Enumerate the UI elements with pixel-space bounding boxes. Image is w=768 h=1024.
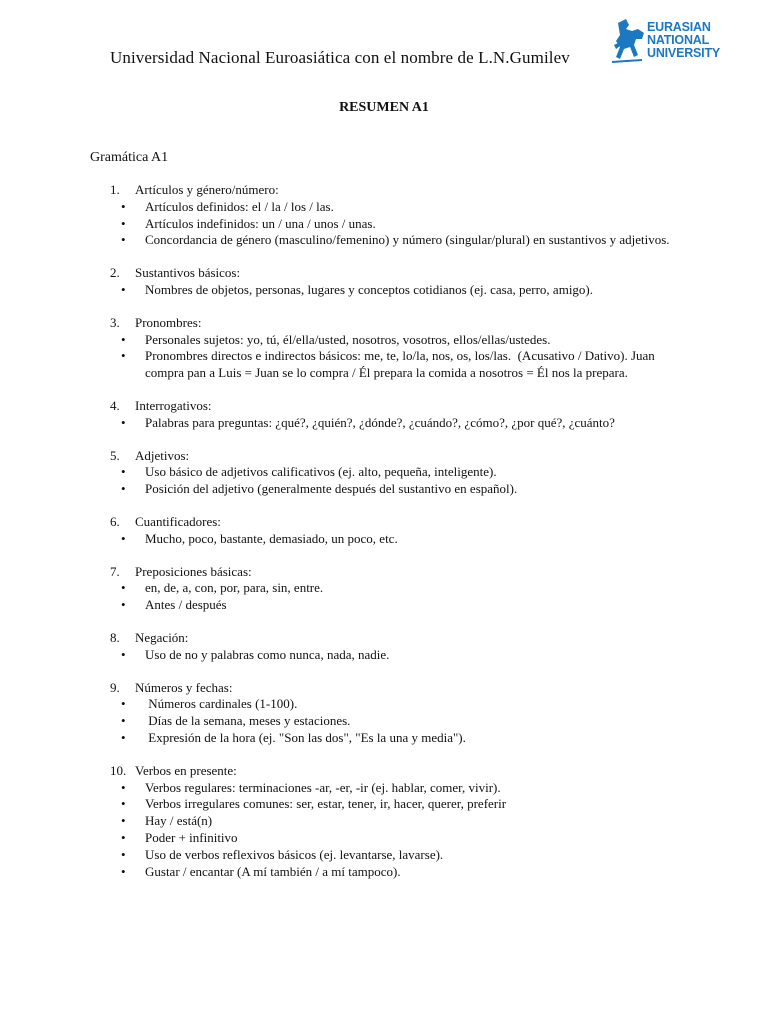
list-item	[110, 232, 670, 249]
list-item-text: Mucho, poco, bastante, demasiado, un poco, etc.	[145, 530, 398, 546]
bullet-icon: •	[121, 779, 126, 795]
bullet-icon: •	[121, 646, 126, 662]
section-number: 4.	[110, 397, 120, 413]
grammar-section	[110, 182, 670, 249]
list-item-text: Posición del adjetivo (generalmente después del sustantivo en español).	[145, 481, 518, 497]
section-heading	[110, 398, 670, 415]
document-title: RESUMEN A1	[339, 100, 429, 115]
list-item	[110, 199, 670, 216]
list-item-text: Artículos indefinidos: un / una / unos / unas.	[145, 215, 376, 231]
bullet-icon: •	[121, 481, 126, 497]
bullet-icon: •	[121, 530, 126, 546]
bullet-icon: •	[121, 846, 126, 862]
list-item	[110, 796, 670, 813]
list-item	[110, 813, 670, 830]
list-item	[110, 647, 670, 664]
section-number: 10.	[110, 762, 127, 778]
section-heading-text: Interrogativos:	[135, 397, 212, 413]
list-item-text: Hay / está(n)	[145, 813, 213, 829]
bullet-icon: •	[121, 796, 126, 812]
bullet-icon: •	[121, 281, 126, 297]
bullet-icon: •	[121, 813, 126, 829]
section-heading-text: Adjetivos:	[135, 447, 190, 463]
grammar-section	[110, 514, 670, 548]
bullet-list	[110, 415, 670, 432]
university-name: Universidad Nacional Euroasiática con el nombre de L.N.Gumilev	[110, 48, 570, 67]
section-number: 2.	[110, 265, 120, 281]
section-number: 5.	[110, 447, 120, 463]
bullet-list	[110, 332, 670, 382]
bullet-icon: •	[121, 729, 126, 745]
list-item-text: Uso de verbos reflexivos básicos (ej. levantarse, lavarse).	[145, 846, 444, 862]
grammar-section	[110, 564, 670, 614]
list-item-text: Nombres de objetos, personas, lugares y conceptos cotidianos (ej. casa, perro, amigo).	[145, 281, 594, 297]
list-item	[110, 348, 670, 382]
list-item	[110, 713, 670, 730]
section-heading-text: Verbos en presente:	[135, 762, 237, 778]
section-heading	[110, 315, 670, 332]
list-item	[110, 847, 670, 864]
list-item-text: Expresión de la hora (ej. "Son las dos", "Es la una y media").	[145, 729, 466, 745]
section-number: 3.	[110, 314, 120, 330]
grammar-section	[110, 763, 670, 881]
list-item	[110, 730, 670, 747]
logo-line: EURASIAN	[647, 19, 711, 34]
logo-line: UNIVERSITY	[647, 45, 721, 60]
section-heading	[110, 630, 670, 647]
horse-rider-logo-icon	[612, 15, 646, 65]
list-item-text: Antes / después	[145, 597, 227, 613]
bullet-list	[110, 780, 670, 881]
section-heading	[110, 763, 670, 780]
list-item	[110, 415, 670, 432]
bullet-icon: •	[121, 414, 126, 430]
section-heading	[110, 564, 670, 581]
bullet-icon: •	[121, 348, 126, 364]
list-item	[110, 696, 670, 713]
bullet-icon: •	[121, 580, 126, 596]
grammar-section	[110, 630, 670, 664]
list-item	[110, 830, 670, 847]
list-item-text: Poder + infinitivo	[145, 829, 238, 845]
list-item-text: Pronombres directos e indirectos básicos: me, te, lo/la, nos, os, los/las. (Acusativo / Dativo). Juan compra pan a Luis = Juan se lo compra / Él prepara la comida a nosotros = Él nos la prepara.	[145, 348, 659, 381]
list-item	[110, 464, 670, 481]
list-item	[110, 780, 670, 797]
list-item-text: Uso básico de adjetivos calificativos (ej. alto, pequeña, inteligente).	[145, 464, 497, 480]
list-item-text: Uso de no y palabras como nunca, nada, nadie.	[145, 646, 390, 662]
section-heading-text: Preposiciones básicas:	[135, 563, 252, 579]
section-heading	[110, 265, 670, 282]
section-heading	[110, 680, 670, 697]
list-item-text: en, de, a, con, por, para, sin, entre.	[145, 580, 324, 596]
bullet-list	[110, 199, 670, 249]
bullet-icon: •	[121, 863, 126, 879]
grammar-sections	[110, 182, 670, 896]
list-item-text: Personales sujetos: yo, tú, él/ella/usted, nosotros, vosotros, ellos/ellas/ustedes.	[145, 331, 551, 347]
list-item	[110, 531, 670, 548]
section-number: 7.	[110, 563, 120, 579]
bullet-icon: •	[121, 713, 126, 729]
list-item-text: Verbos irregulares comunes: ser, estar, tener, ir, hacer, querer, preferir	[145, 796, 507, 812]
list-item-text: Palabras para preguntas: ¿qué?, ¿quién?, ¿dónde?, ¿cuándo?, ¿cómo?, ¿por qué?, ¿cuánto?	[145, 414, 615, 430]
section-heading	[110, 514, 670, 531]
grammar-section	[110, 448, 670, 498]
section-number: 6.	[110, 513, 120, 529]
bullet-list	[110, 696, 670, 746]
bullet-icon: •	[121, 232, 126, 248]
bullet-icon: •	[121, 331, 126, 347]
grammar-section	[110, 265, 670, 299]
section-heading-text: Artículos y género/número:	[135, 182, 279, 197]
list-item-text: Verbos regulares: terminaciones -ar, -er, -ir (ej. hablar, comer, vivir).	[145, 779, 501, 795]
grammar-section	[110, 315, 670, 382]
list-item-text: Días de la semana, meses y estaciones.	[145, 713, 351, 729]
list-item-text: Concordancia de género (masculino/femenino) y número (singular/plural) en sustantivos y adjetivos.	[145, 232, 670, 248]
section-heading-text: Cuantificadores:	[135, 513, 221, 529]
grammar-section	[110, 680, 670, 747]
list-item	[110, 216, 670, 233]
grammar-section	[110, 398, 670, 432]
bullet-list	[110, 282, 670, 299]
bullet-list	[110, 647, 670, 664]
list-item	[110, 864, 670, 881]
section-heading-text: Negación:	[135, 629, 189, 645]
bullet-icon: •	[121, 829, 126, 845]
list-item-text: Gustar / encantar (A mí también / a mí tampoco).	[145, 863, 401, 879]
bullet-icon: •	[121, 597, 126, 613]
list-item	[110, 597, 670, 614]
section-heading-text: Pronombres:	[135, 314, 202, 330]
list-item-text: Números cardinales (1-100).	[145, 696, 298, 712]
section-heading	[110, 182, 670, 199]
bullet-icon: •	[121, 464, 126, 480]
bullet-list	[110, 464, 670, 498]
bullet-list	[110, 580, 670, 614]
list-item	[110, 282, 670, 299]
bullet-icon: •	[121, 696, 126, 712]
section-number: 1.	[110, 182, 120, 197]
bullet-icon: •	[121, 198, 126, 214]
section-number: 8.	[110, 629, 120, 645]
section-heading-text: Números y fechas:	[135, 679, 233, 695]
section-heading-text: Sustantivos básicos:	[135, 265, 241, 281]
section-number: 9.	[110, 679, 120, 695]
document-subtitle: Gramática A1	[90, 150, 169, 165]
list-item	[110, 580, 670, 597]
logo-text	[647, 21, 720, 60]
section-heading	[110, 448, 670, 465]
list-item	[110, 332, 670, 349]
logo-line: NATIONAL	[647, 32, 710, 47]
bullet-icon: •	[121, 215, 126, 231]
list-item-text: Artículos definidos: el / la / los / las.	[145, 198, 334, 214]
university-logo	[612, 12, 738, 68]
bullet-list	[110, 531, 670, 548]
list-item	[110, 481, 670, 498]
